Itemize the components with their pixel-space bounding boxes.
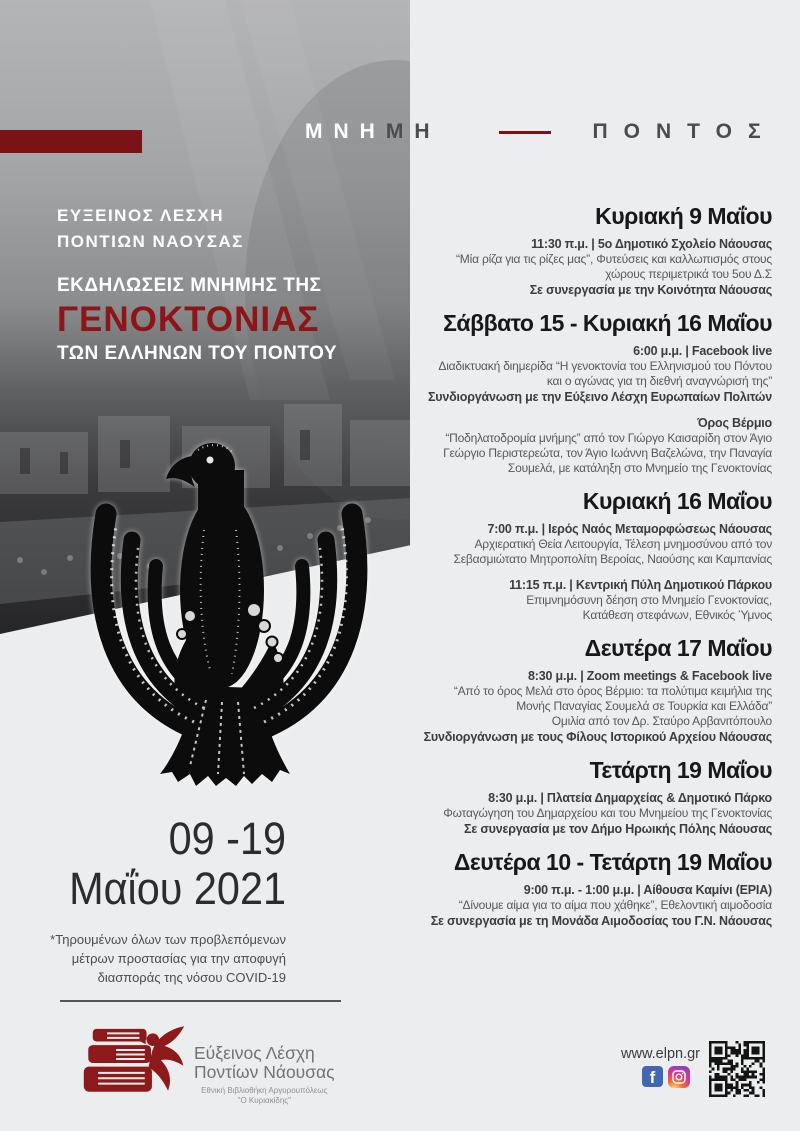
event-dates-month: Μαΐου 2021 [69, 863, 287, 914]
event-item [410, 668, 772, 745]
covid-note-line: διασποράς της νόσου COVID-19 [97, 970, 286, 985]
event-collaboration: Σε συνεργασία με τη Μονάδα Αιμοδοσίας του Γ.Ν. Νάουσας [430, 914, 772, 928]
covid-note [40, 930, 286, 987]
event-item [410, 236, 772, 298]
event-description-line: Φωταγώγηση του Δημαρχείου και του Μνημείου της Γενοκτονίας [443, 806, 772, 820]
masthead-pontos: ΠΟΝΤΟΣ [592, 120, 777, 143]
event-date-heading: Κυριακή 16 Μαΐου [582, 488, 772, 514]
logo-name-line1: Εύξεινος Λέσχη [194, 1043, 315, 1063]
events-column [410, 0, 772, 929]
facebook-icon[interactable]: f [642, 1066, 663, 1087]
event-section [410, 203, 772, 298]
event-collaboration: Συνδιοργάνωση με τους Φίλους Ιστορικού Αρχείου Νάουσας [423, 730, 772, 744]
event-collaboration: Συνδιοργάνωση με την Εύξεινο Λέσχη Ευρωπαίων Πολιτών [427, 390, 772, 404]
event-description-line: Σουμελά, με κατάληξη στο Μνημείο της Γενοκτονίας [507, 461, 772, 475]
event-description-line: “Μία ρίζα για τις ρίζες μας”, Φυτεύσεις και καλλωπισμός στους [456, 252, 772, 266]
event-description-line: Ομιλία από τον Δρ. Σταύρο Αρβανιτόπουλο [551, 714, 772, 728]
club-name-line1: ΕΥΞΕΙΝΟΣ ΛΕΣΧΗ [57, 206, 224, 225]
event-description-line: Αρχιερατική Θεία Λειτουργία, Τέλεση μνημοσύνου από τον [474, 537, 772, 551]
qr-code[interactable] [709, 1041, 765, 1097]
club-logo-text [194, 1044, 335, 1106]
event-time-location: 7:00 π.μ. | Ιερός Ναός Μεταμορφώσεως Νάουσας [487, 522, 772, 536]
event-item [410, 343, 772, 405]
event-item [410, 790, 772, 837]
event-description-line: χώρους περιμετρικά του 5ου Δ.Σ [605, 267, 772, 281]
logo-library-subtitle: Εθνική Βιβλιοθήκη Αργυρουπόλεως "Ο Κυριακίδης" [201, 1086, 328, 1105]
event-description-line: και ο αγώνας για τη διεθνή αναγνώρισή της” [546, 374, 772, 388]
footer-divider-line [60, 1000, 341, 1002]
event-section [410, 849, 772, 929]
event-description-line: “Δίνουμε αίμα για το αίμα που χάθηκε”, Εθελοντική αιμοδοσία [458, 898, 772, 912]
club-name [57, 203, 244, 255]
event-time-location: Όρος Βέρμιο [697, 416, 772, 430]
event-date-heading: Δευτέρα 17 Μαΐου [584, 635, 772, 661]
club-logo-block [82, 1020, 335, 1106]
poster-title-line3: ΤΩΝ ΕΛΛΗΝΩΝ ΤΟΥ ΠΟΝΤΟΥ [57, 343, 338, 364]
event-collaboration: Σε συνεργασία με τον Δήμο Ηρωικής Πόλης Νάουσας [464, 822, 772, 836]
event-time-location: 8:30 μ.μ. | Zoom meetings & Facebook live [528, 669, 772, 683]
event-date-heading: Σάββατο 15 - Κυριακή 16 Μαΐου [443, 310, 772, 336]
event-time-location: 11:30 π.μ. | 5ο Δημοτικό Σχολείο Νάουσας [531, 237, 772, 251]
covid-note-line: *Τηρουμένων όλων των προβλεπόμενων [50, 932, 286, 947]
event-date-heading: Δευτέρα 10 - Τετάρτη 19 Μαΐου [453, 849, 772, 875]
event-description-line: Γεώργιο Περιστερεώτα, τον Άγιο Ιωάννη Βαζελώνα, την Παναγία [443, 446, 772, 460]
pontic-eagle-illustration [86, 430, 372, 786]
event-description-line: Κατάθεση στεφάνων, Εθνικός Ύμνος [582, 608, 772, 622]
social-icons [642, 1066, 690, 1088]
event-section [410, 757, 772, 837]
event-time-location: 6:00 μ.μ. | Facebook live [633, 344, 772, 358]
masthead-memory-dark: ΜΗ [385, 120, 441, 143]
logo-name-line2: Ποντίων Νάουσας [194, 1062, 335, 1082]
event-item [410, 415, 772, 476]
event-time-location: 8:30 μ.μ. | Πλατεία Δημαρχείας & Δημοτικό Πάρκο [488, 791, 772, 805]
event-collaboration: Σε συνεργασία με την Κοινότητα Νάουσας [529, 283, 772, 297]
event-section [410, 488, 772, 623]
books-eagle-logo-icon [82, 1020, 186, 1106]
website-url[interactable]: www.elpn.gr [621, 1046, 700, 1062]
event-description-line: Επιμνημόσυνη δέηση στο Μνημείο Γενοκτονίας, [526, 593, 772, 607]
event-section [410, 635, 772, 745]
event-description-line: Μονής Παναγίας Σουμελά σε Τουρκία και Ελλάδα” [516, 699, 772, 713]
event-item [410, 882, 772, 929]
event-time-location: 11:15 π.μ. | Κεντρική Πύλη Δημοτικού Πάρκου [509, 578, 772, 592]
club-name-line2: ΠΟΝΤΙΩΝ ΝΑΟΥΣΑΣ [57, 232, 244, 251]
poster-title [57, 274, 337, 366]
red-accent-bar [0, 130, 142, 153]
poster-title-line1: ΕΚΔΗΛΩΣΕΙΣ ΜΝΗΜΗΣ ΤΗΣ [57, 275, 322, 296]
event-dates-range: 09 -19 [168, 813, 286, 864]
event-time-location: 9:00 π.μ. - 1:00 μ.μ. | Αίθουσα Καμίνι (ΕΡΙΑ) [523, 883, 772, 897]
instagram-icon[interactable] [668, 1066, 690, 1088]
masthead-memory-white: ΜΝΗ [305, 120, 386, 143]
poster-title-genocide: ΓΕΝΟΚΤΟΝΙΑΣ [57, 300, 320, 339]
event-dates [60, 814, 286, 914]
event-item [410, 521, 772, 567]
event-date-heading: Κυριακή 9 Μαΐου [595, 203, 772, 229]
event-item [410, 577, 772, 623]
event-description-line: Σεβασμιώτατο Μητροπολίτη Βεροίας, Ναούσης και Καμπανίας [453, 552, 772, 566]
covid-note-line: μέτρων προστασίας για την αποφυγή [71, 951, 286, 966]
event-date-heading: Τετάρτη 19 Μαΐου [589, 757, 772, 783]
event-section [410, 310, 772, 476]
event-description-line: “Από το όρος Μελά στο όρος Βέρμιο: τα πολύτιμα κειμήλια της [453, 684, 772, 698]
event-description-line: Διαδικτυακή διημερίδα “Η γενοκτονία του Ελληνισμού του Πόντου [438, 359, 772, 373]
event-description-line: “Ποδηλατοδρομία μνήμης” από τον Γιώργο Καισαρίδη στον Άγιο [445, 431, 772, 445]
